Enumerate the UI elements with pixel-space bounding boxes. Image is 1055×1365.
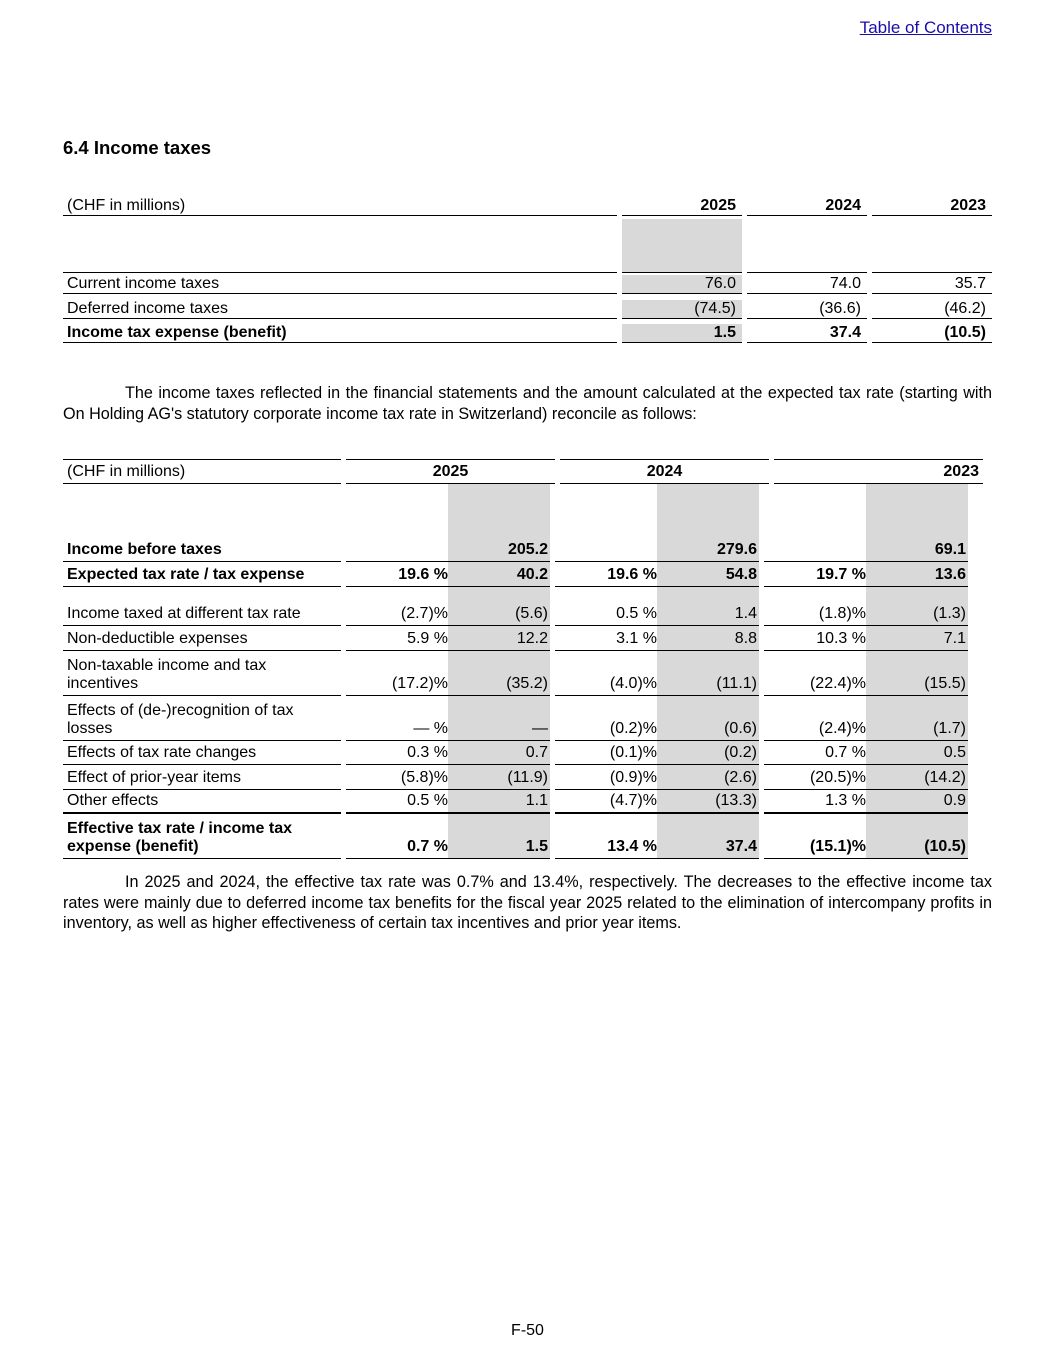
cell-pct: (0.2)%	[555, 696, 657, 741]
tax-rate-reconciliation-table	[63, 459, 985, 859]
row-label: Effect of prior-year items	[63, 765, 341, 790]
cell-value: (10.5)	[872, 324, 992, 343]
cell-value: 1.5	[448, 814, 550, 859]
cell-value: 0.5	[866, 741, 968, 766]
row-label: Non-deductible expenses	[63, 626, 341, 651]
cell-value: 12.2	[448, 626, 550, 651]
cell-pct: 19.6 %	[555, 562, 657, 587]
cell-value: (15.5)	[866, 651, 968, 696]
cell-value: 1.4	[657, 602, 759, 627]
cell-value: (46.2)	[872, 300, 992, 319]
cell-value: (14.2)	[866, 765, 968, 790]
cell-pct: 3.1 %	[555, 626, 657, 651]
cell-value: (5.6)	[448, 602, 550, 627]
cell-pct: 0.3 %	[346, 741, 448, 766]
year-header: 2023	[774, 459, 983, 484]
spacer-row	[63, 484, 985, 538]
table-row	[63, 741, 985, 766]
cell-value: (11.9)	[448, 765, 550, 790]
cell-pct: (0.1)%	[555, 741, 657, 766]
cell-value: 74.0	[747, 275, 867, 294]
unit-label: (CHF in millions)	[63, 197, 617, 216]
table-header-row	[63, 459, 985, 484]
cell-pct: (15.1)%	[764, 814, 866, 859]
row-label: Effects of (de-)recognition of tax losses	[63, 696, 341, 741]
cell-pct: (1.8)%	[764, 602, 866, 627]
cell-pct: (4.0)%	[555, 651, 657, 696]
cell-value: 7.1	[866, 626, 968, 651]
row-label: Deferred income taxes	[63, 300, 617, 319]
cell-value: (0.2)	[657, 741, 759, 766]
table-row	[63, 602, 985, 627]
table-row	[63, 297, 992, 322]
page-number: F-50	[511, 1322, 544, 1339]
cell-value: (1.7)	[866, 696, 968, 741]
cell-value: 76.0	[622, 275, 742, 294]
table-row	[63, 273, 992, 298]
cell-pct: (0.9)%	[555, 765, 657, 790]
cell-value: 69.1	[866, 538, 968, 563]
cell-value: (11.1)	[657, 651, 759, 696]
income-tax-expense-table	[63, 194, 992, 346]
table-header-row	[63, 194, 992, 219]
cell-pct: 0.5 %	[346, 790, 448, 815]
row-label: Income before taxes	[63, 538, 341, 563]
table-row	[63, 651, 985, 696]
table-row	[63, 626, 985, 651]
row-label: Effective tax rate / income tax expense (benefit)	[63, 814, 341, 859]
cell-value: 8.8	[657, 626, 759, 651]
cell-pct: 13.4 %	[555, 814, 657, 859]
cell-pct: (4.7)%	[555, 790, 657, 815]
reconciliation-intro-paragraph: The income taxes reflected in the financial statements and the amount calculated at the expected tax rate (starting with On Holding AG's statutory corporate income tax rate in Switzerland) reconcile as follows:	[63, 384, 992, 423]
cell-pct: 19.7 %	[764, 562, 866, 587]
cell-value: 37.4	[747, 324, 867, 343]
cell-value: (1.3)	[866, 602, 968, 627]
cell-value: 37.4	[657, 814, 759, 859]
spacer-row	[63, 219, 992, 273]
cell-value: 0.7	[448, 741, 550, 766]
row-label: Income tax expense (benefit)	[63, 324, 617, 343]
cell-pct: 1.3 %	[764, 790, 866, 815]
effective-rate-paragraph: In 2025 and 2024, the effective tax rate was 0.7% and 13.4%, respectively. The decreases to the effective income tax rates were mainly due to deferred income tax benefits for the fiscal year 2025 related to the elimination of intercompany profits in inventory, as well as higher effectiveness of certain tax incentives and prior year items.	[63, 873, 992, 932]
cell-value: (35.2)	[448, 651, 550, 696]
cell-pct: (2.7)%	[346, 602, 448, 627]
cell-value: 205.2	[448, 538, 550, 563]
cell-pct: 5.9 %	[346, 626, 448, 651]
table-of-contents-link[interactable]: Table of Contents	[859, 18, 992, 37]
total-row	[63, 814, 985, 859]
cell-pct: 19.6 %	[346, 562, 448, 587]
cell-value: (2.6)	[657, 765, 759, 790]
expected-tax-row	[63, 562, 985, 587]
cell-pct: (17.2)%	[346, 651, 448, 696]
cell-value: 13.6	[866, 562, 968, 587]
row-label: Current income taxes	[63, 275, 617, 294]
section-title: 6.4 Income taxes	[63, 137, 212, 158]
table-row	[63, 790, 985, 815]
cell-value: 0.9	[866, 790, 968, 815]
cell-value: (13.3)	[657, 790, 759, 815]
cell-value: (74.5)	[622, 300, 742, 319]
year-header: 2024	[560, 459, 769, 484]
unit-label: (CHF in millions)	[63, 459, 341, 484]
cell-pct: (22.4)%	[764, 651, 866, 696]
spacer-row	[63, 587, 985, 602]
row-label: Effects of tax rate changes	[63, 741, 341, 766]
cell-value: 1.1	[448, 790, 550, 815]
row-label: Non-taxable income and tax incentives	[63, 651, 341, 696]
cell-pct: — %	[346, 696, 448, 741]
cell-value: 35.7	[872, 275, 992, 294]
cell-value: (10.5)	[866, 814, 968, 859]
cell-value: (0.6)	[657, 696, 759, 741]
cell-value: 1.5	[622, 324, 742, 343]
year-header: 2023	[872, 197, 992, 216]
cell-value: —	[448, 696, 550, 741]
table-row	[63, 696, 985, 741]
cell-pct: 0.7 %	[764, 741, 866, 766]
cell-value: (36.6)	[747, 300, 867, 319]
cell-value: 279.6	[657, 538, 759, 563]
year-header: 2025	[346, 459, 555, 484]
income-before-taxes-row	[63, 538, 985, 563]
year-header: 2024	[747, 197, 867, 216]
cell-pct: (20.5)%	[764, 765, 866, 790]
year-header: 2025	[622, 197, 742, 216]
cell-pct: 0.5 %	[555, 602, 657, 627]
row-label: Other effects	[63, 790, 341, 815]
row-label: Expected tax rate / tax expense	[63, 562, 341, 587]
total-row	[63, 322, 992, 347]
cell-value: 40.2	[448, 562, 550, 587]
cell-pct: (2.4)%	[764, 696, 866, 741]
cell-pct: (5.8)%	[346, 765, 448, 790]
row-label: Income taxed at different tax rate	[63, 602, 341, 627]
cell-pct: 0.7 %	[346, 814, 448, 859]
cell-value: 54.8	[657, 562, 759, 587]
cell-pct: 10.3 %	[764, 626, 866, 651]
table-row	[63, 765, 985, 790]
